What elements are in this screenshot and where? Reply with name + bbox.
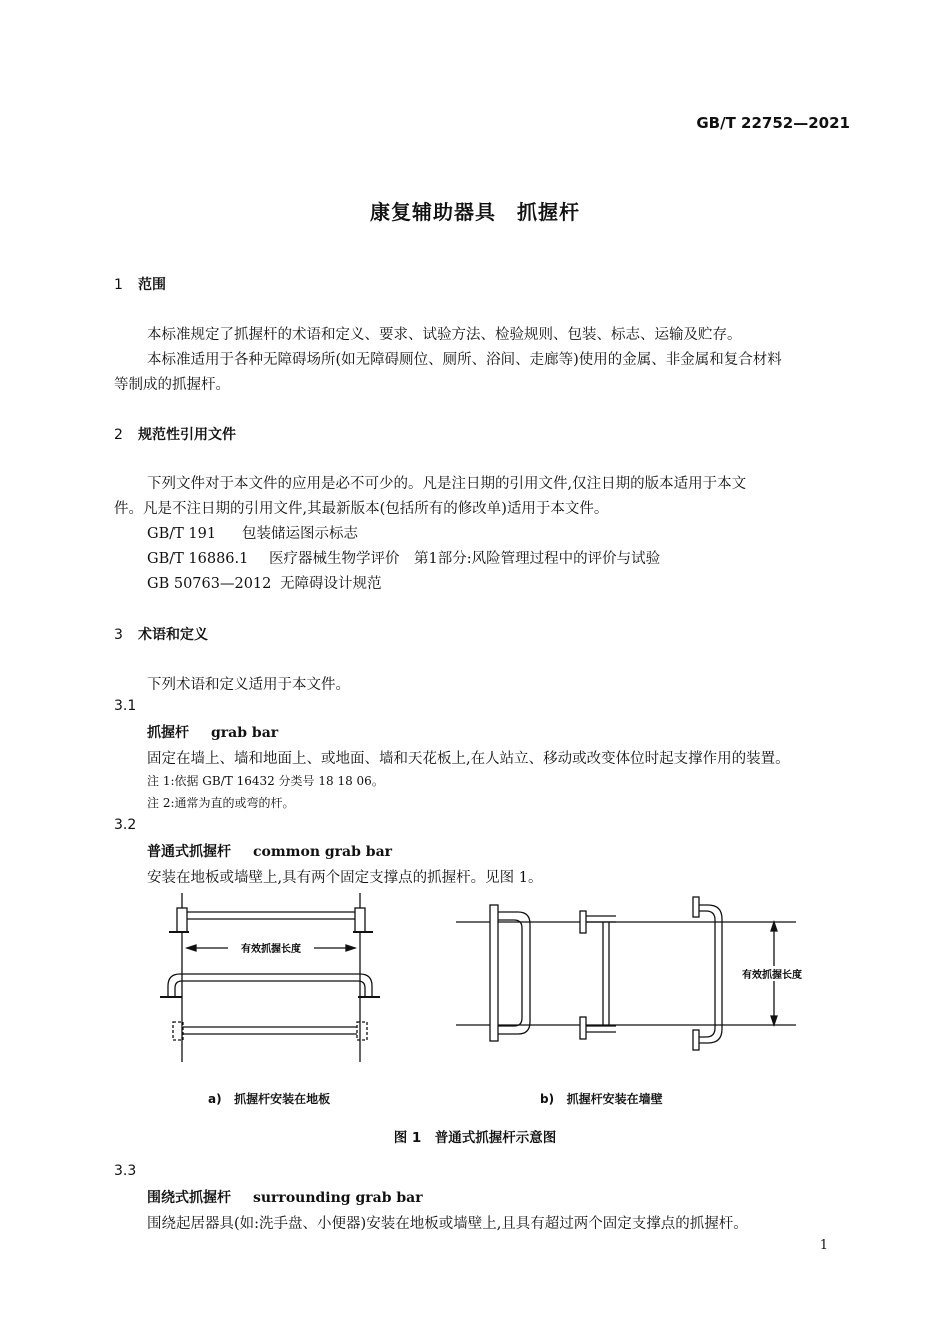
refs-intro-line-1: 下列文件对于本文件的应用是必不可少的。凡是注日期的引用文件,仅注日期的版本适用于本文 xyxy=(147,476,747,492)
ref-code: GB/T 191 xyxy=(147,526,217,542)
term-3-3-name xyxy=(147,1187,423,1207)
section-3-number: 3 xyxy=(114,627,123,643)
figure-1-caption: 图 1 普通式抓握杆示意图 xyxy=(393,1130,557,1146)
term-3-3-definition: 围绕起居器具(如:洗手盘、小便器)安装在地板或墙壁上,且具有超过两个固定支撑点的抓握杆。 xyxy=(147,1216,748,1232)
term-3-1-en: grab bar xyxy=(211,725,279,741)
page-number: 1 xyxy=(819,1238,828,1253)
scope-paragraph-1: 本标准规定了抓握杆的术语和定义、要求、试验方法、检验规则、包装、标志、运输及贮存。 xyxy=(147,327,742,343)
figure-b-caption xyxy=(540,1090,663,1107)
section-1-title: 范围 xyxy=(138,277,166,293)
section-2-title: 规范性引用文件 xyxy=(138,427,236,443)
term-3-2-definition: 安装在地板或墙壁上,具有两个固定支撑点的抓握杆。见图 1。 xyxy=(147,870,543,886)
figure-b-text: 抓握杆安装在墙壁 xyxy=(566,1092,663,1106)
term-3-2-zh: 普通式抓握杆 xyxy=(147,844,231,860)
ref-title: 无障碍设计规范 xyxy=(280,576,382,592)
term-3-2-number: 3.2 xyxy=(114,817,137,833)
standard-code: GB/T 22752—2021 xyxy=(696,114,850,132)
ref-title: 包装储运图示标志 xyxy=(242,526,358,542)
figure-a-text: 抓握杆安装在地板 xyxy=(234,1092,331,1106)
figure-a-floor-mount xyxy=(160,893,380,1062)
document-title: 康复辅助器具 抓握杆 xyxy=(370,200,580,224)
term-3-2-en: common grab bar xyxy=(253,844,393,860)
scope-paragraph-2-line-1: 本标准适用于各种无障碍场所(如无障碍厕位、厕所、浴间、走廊等)使用的金属、非金属和复合材料 xyxy=(147,352,782,368)
term-3-3-zh: 围绕式抓握杆 xyxy=(147,1190,231,1206)
scope-paragraph-2-line-2: 等制成的抓握杆。 xyxy=(114,377,230,393)
term-3-3-en: surrounding grab bar xyxy=(253,1190,423,1206)
term-3-1-note-1: 注 1:依据 GB/T 16432 分类号 18 18 06。 xyxy=(147,774,384,788)
term-3-1-note-2: 注 2:通常为直的或弯的杆。 xyxy=(147,796,295,810)
figure-a-effective-length-label: 有效抓握长度 xyxy=(241,944,301,955)
figure-b-marker: b) xyxy=(540,1092,555,1106)
term-3-1-definition: 固定在墙上、墙和地面上、或地面、墙和天花板上,在人站立、移动或改变体位时起支撑作用的装置。 xyxy=(147,751,790,767)
figure-b-effective-length-label: 有效抓握长度 xyxy=(742,970,802,981)
section-3-title: 术语和定义 xyxy=(138,627,208,643)
refs-intro-line-2: 件。凡是不注日期的引用文件,其最新版本(包括所有的修改单)适用于本文件。 xyxy=(114,501,609,517)
figure-a-marker: a) xyxy=(208,1092,222,1106)
section-2-number: 2 xyxy=(114,427,123,443)
figure-a-caption xyxy=(208,1090,330,1107)
term-3-3-number: 3.3 xyxy=(114,1163,137,1179)
ref-code: GB/T 16886.1 xyxy=(147,551,249,567)
section-1-number: 1 xyxy=(114,277,123,293)
term-3-1-number: 3.1 xyxy=(114,698,137,714)
terms-intro: 下列术语和定义适用于本文件。 xyxy=(147,677,350,693)
ref-code: GB 50763—2012 xyxy=(147,576,272,592)
term-3-1-zh: 抓握杆 xyxy=(147,725,189,741)
ref-title: 医疗器械生物学评价 第1部分:风险管理过程中的评价与试验 xyxy=(269,551,661,567)
